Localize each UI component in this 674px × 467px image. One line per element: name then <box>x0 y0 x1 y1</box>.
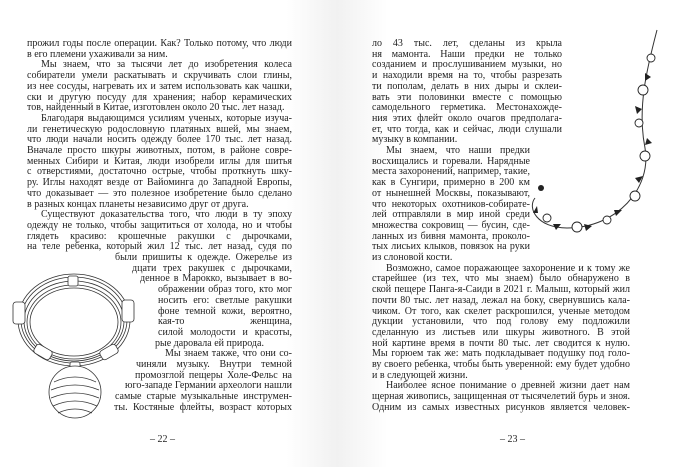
text-line: от нынешней Москвы, показывают, <box>372 187 530 199</box>
text-line: самодельного герметика. Местонахожде- <box>372 102 562 114</box>
text-line: были пришиты к одежде. Ожерелье из <box>115 252 292 263</box>
text-line: Мы горюем так же: мать подкладывает подушку под голо- <box>372 348 630 360</box>
text-line: чиком. От того, как скелет раскрошился, ученые методом <box>372 305 630 317</box>
text-line: в его племени ухаживали за ним. <box>27 48 168 60</box>
text-line: с отверстиями, достаточно острые, чтобы проткнуть шку- <box>27 166 292 178</box>
page-number: – 23 – <box>500 434 525 445</box>
text-line: ли генетическую родословную платяных вшей, мы знаем, <box>27 123 292 135</box>
text-line: как в Сунгири, примерно в 200 км <box>372 177 530 189</box>
text-line: ты. Костяные флейты, возраст которых <box>114 401 292 413</box>
text-line: фоне темной кожи, вероятно, <box>158 305 292 317</box>
text-line: ски и другую посуду для хранения; набор керамических <box>27 91 292 103</box>
text-line: собиратели умели раскатывать и скручивать слои глины, <box>27 70 292 82</box>
text-line: Мы знаем, что за тысячи лет до изобретения колеса <box>41 59 292 71</box>
text-line: ображении образ того, кто мог <box>158 284 292 296</box>
text-line: что люди начали носить одежду более 170 тыс. лет назад. <box>27 134 292 146</box>
text-line: ву своего ребенка, чтобы быть уверенной: ему будет удобно <box>372 359 630 370</box>
text-line: Вначале просто шкуры животных, потом, в районе совре- <box>27 145 292 156</box>
text-line: Существуют доказательства того, что люди в ту эпоху <box>41 209 292 221</box>
text-line: ния этих флейт около очагов предполага- <box>372 112 562 124</box>
text-line: Благодаря выдающимся усилиям ученых, которые изуча- <box>41 112 292 124</box>
text-line: дукции установили, что под голову ему подложили <box>372 316 630 328</box>
text-line: сделанную из листьев или шкуры животного. В этой <box>372 326 630 338</box>
text-line: множества сокровищ — бусин, сде- <box>372 219 530 231</box>
text-line: вать эти половинки вместе с помощью <box>372 91 562 103</box>
text-line: из слоновой кости. <box>372 252 453 263</box>
text-line: что некоторых охотников-собирате- <box>372 198 530 210</box>
text-line: Возможно, самое поражающее захоронение и к тому же <box>386 262 630 274</box>
text-line: ня мамонта. Наши предки не только <box>372 48 562 60</box>
text-line: почти 80 тыс. лет назад, лежал на боку, свернувшись кала- <box>372 294 630 306</box>
text-line: музыку в компании. <box>372 134 458 146</box>
text-line: рые даровала ей природа. <box>155 337 264 349</box>
text-line: глядеть красиво: крошечные ракушки с дырочками, <box>27 230 292 242</box>
page-right <box>337 0 674 467</box>
text-line: созданием и прослушиванием музыки, но <box>372 59 562 71</box>
text-line: из нее сосуды, нагревать их и затем использовать как чашки, <box>27 80 292 92</box>
text-line: самые старые музыкальные инструмен- <box>115 391 292 403</box>
text-line: ет, что тогда, как и сейчас, люди слушали <box>372 123 562 135</box>
text-line: ру. Иглы находят везде от Вайоминга до Западной Европы, <box>27 177 292 189</box>
text-line: восхищались и горевали. Нарядные <box>372 155 530 167</box>
text-line: и в следующей жизни. <box>372 369 468 381</box>
text-line: одежду не только, чтобы защититься от холода, но и чтобы <box>27 219 292 231</box>
text-line: ланных из бивня мамонта, проколо- <box>372 230 530 242</box>
text-line: Наиболее ясное понимание о древней жизни дает нам <box>386 380 630 392</box>
text-line: Одним из самых известных рисунков является человек- <box>372 401 630 413</box>
text-line: щерная живопись, защищенная от тысячелетий бурь и зноя. <box>372 391 630 403</box>
page-number: – 22 – <box>150 434 175 445</box>
text-line: ской пещере Панга-я-Саиди в 2021 г. Малыш, который жил <box>372 284 630 296</box>
text-line: прожил годы после операции. Как? Только потому, что люди <box>27 38 292 49</box>
text-line: ной картине время в почти 80 тыс. лет сводится к нулю. <box>372 337 630 349</box>
text-line: на теле ребенка, который жил 12 тыс. лет назад, судя по <box>27 241 292 253</box>
text-line: менных Сибири и Китая, люди изобрели иглы для шитья <box>27 155 292 167</box>
text-line: юго-западе Германии археологи нашли <box>125 380 292 392</box>
text-line: денное в Марокко, вызывает в во- <box>140 273 292 285</box>
text-line: дцати трех ракушек с дырочками, <box>132 262 292 274</box>
text-line: ти пополам, делать в них дыры и склеи- <box>372 80 562 92</box>
text-line: и находили время на то, чтобы разрезать <box>372 70 562 82</box>
text-line: тов, найденный в Китае, изготовлен около 20 тыс. лет назад. <box>27 102 285 114</box>
text-line: ло 43 тыс. лет, сделаны из крыла <box>372 38 562 49</box>
text-line: кая-то женщина, <box>158 316 292 328</box>
text-line: места захоронений, например, такие, <box>372 166 530 178</box>
text-line: в разных концах планеты независимо друг от друга. <box>27 198 249 210</box>
text-line: чиняли музыку. Внутри темной <box>136 359 292 370</box>
text-line: лей отправляли в мир иной среди <box>372 209 530 221</box>
text-line: что доказывает — это полезное изобретение было сделано <box>27 187 292 199</box>
text-line: Мы знаем, что наши предки <box>386 145 530 156</box>
text-line: носить его: светлые ракушки <box>158 294 292 306</box>
text-line: силой молодости и красоты, <box>158 326 292 338</box>
text-line: Мы знаем также, что они со- <box>165 348 292 360</box>
text-line: старейшее (из тех, что мы знаем) было обнаружено в <box>372 273 630 285</box>
text-line: промозглой пещеры Холе-Фельс на <box>135 369 292 381</box>
text-line: тых лисьих клыков, повязок на руки <box>372 241 530 253</box>
